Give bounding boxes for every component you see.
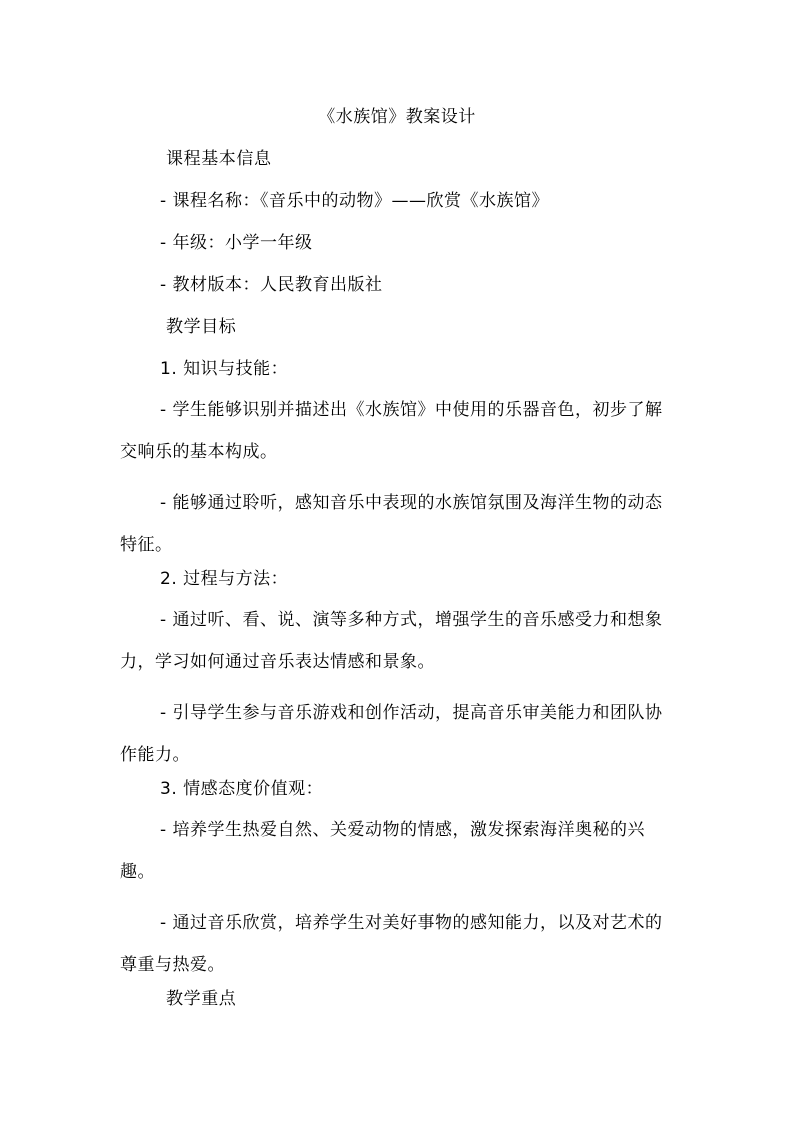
goal-point: - 培养学生热爱自然、关爱动物的情感，激发探索海洋奥秘的兴趣。 [120,820,646,882]
goal-point: - 通过音乐欣赏，培养学生对美好事物的感知能力，以及对艺术的尊重与热爱。 [120,913,663,975]
goal-point: - 能够通过聆听，感知音乐中表现的水族馆氛围及海洋生物的动态特征。 [120,493,663,555]
document-title: 《水族馆》教案设计 [318,107,476,127]
textbook-edition-item: - 教材版本：人民教育出版社 [160,275,383,295]
goal-point: - 引导学生参与音乐游戏和创作活动，提高音乐审美能力和团队协作能力。 [120,703,663,765]
goal-label-process-methods: 2. 过程与方法： [160,569,289,589]
section-heading-teaching-key-points: 教学重点 [166,989,237,1009]
grade-item: - 年级：小学一年级 [160,233,313,253]
goal-point: - 学生能够识别并描述出《水族馆》中使用的乐器音色，初步了解交响乐的基本构成。 [120,400,663,462]
goal-point: - 通过听、看、说、演等多种方式，增强学生的音乐感受力和想象力，学习如何通过音乐表达情感和景象。 [120,610,663,672]
section-heading-teaching-goals: 教学目标 [166,317,237,337]
goal-label-emotion-attitude-values: 3. 情感态度价值观： [160,779,324,799]
course-name-item: - 课程名称：《音乐中的动物》——欣赏《水族馆》 [160,191,550,211]
section-heading-basic-info: 课程基本信息 [166,149,272,169]
goal-label-knowledge-skills: 1. 知识与技能： [160,359,289,379]
